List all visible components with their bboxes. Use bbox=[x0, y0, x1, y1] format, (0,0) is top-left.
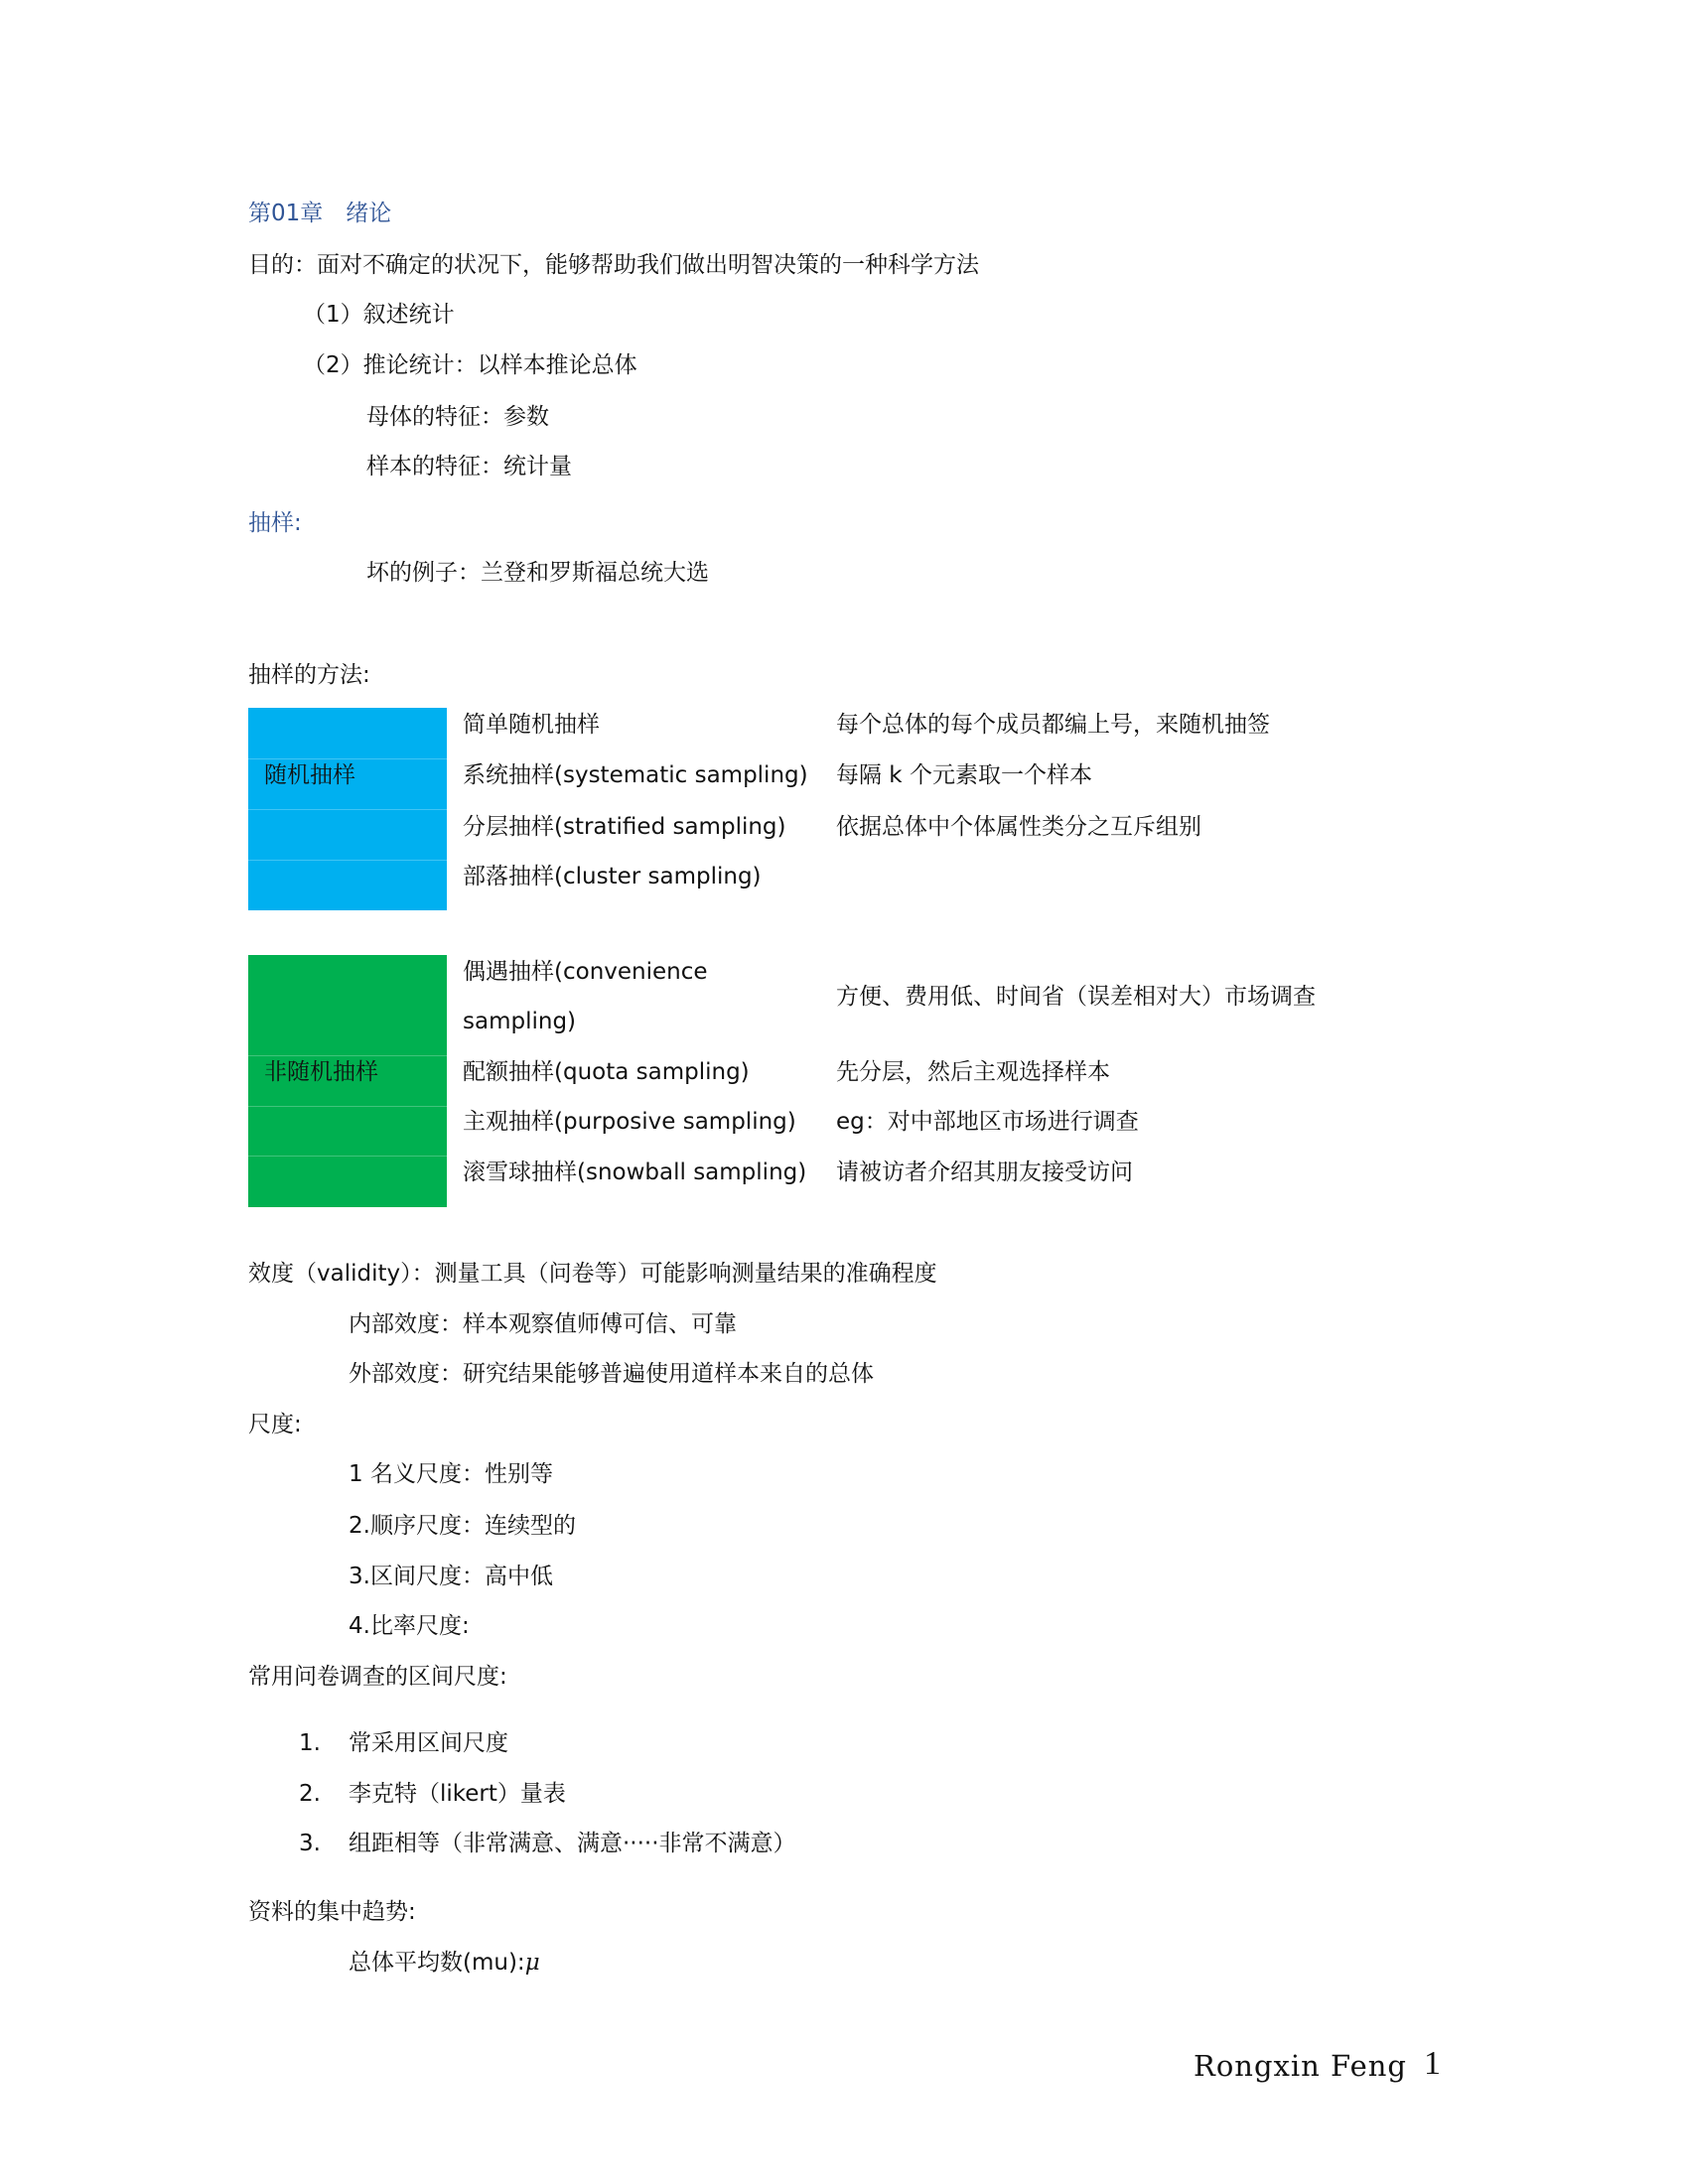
list-item: 常采用区间尺度 bbox=[349, 1730, 508, 1756]
footer-author: Rongxin Feng bbox=[1194, 2049, 1407, 2083]
table-row-method: 分层抽样(stratified sampling) bbox=[463, 814, 786, 840]
list-item-number: 1. bbox=[299, 1730, 321, 1756]
sample-feature-text: 样本的特征：统计量 bbox=[366, 454, 572, 479]
sampling-methods-heading: 抽样的方法: bbox=[248, 662, 370, 688]
population-mean-line bbox=[349, 1948, 540, 1978]
table-row-method: 部落抽样(cluster sampling) bbox=[463, 864, 762, 889]
table-row-description: 请被访者介绍其朋友接受访问 bbox=[836, 1160, 1133, 1185]
scale-item-ratio: 4.比率尺度: bbox=[349, 1613, 470, 1639]
table-row-method: 偶遇抽样(convenience bbox=[463, 959, 708, 985]
purpose-text: 目的：面对不确定的状况下，能够帮助我们做出明智决策的一种科学方法 bbox=[248, 252, 979, 278]
random-sampling-label: 随机抽样 bbox=[264, 762, 355, 788]
sampling-heading: 抽样: bbox=[248, 510, 302, 536]
list-item: 李克特（likert）量表 bbox=[349, 1781, 566, 1807]
bad-example-text: 坏的例子：兰登和罗斯福总统大选 bbox=[366, 560, 709, 586]
scale-item-nominal: 1 名义尺度：性别等 bbox=[349, 1461, 553, 1487]
internal-validity-text: 内部效度：样本观察值师傅可信、可靠 bbox=[349, 1311, 737, 1337]
table-row-method: 主观抽样(purposive sampling) bbox=[463, 1109, 796, 1135]
table-row-method: 简单随机抽样 bbox=[463, 712, 600, 738]
mu-symbol: μ bbox=[524, 1950, 540, 1976]
scale-item-interval: 3.区间尺度：高中低 bbox=[349, 1564, 553, 1589]
table-row-description: 每个总体的每个成员都编上号，来随机抽签 bbox=[836, 712, 1270, 738]
questionnaire-heading: 常用问卷调查的区间尺度: bbox=[248, 1664, 507, 1690]
population-mean-label: 总体平均数(mu): bbox=[349, 1950, 525, 1976]
table-row-method: 系统抽样(systematic sampling) bbox=[463, 762, 808, 788]
table-row-method-continued: sampling) bbox=[463, 1009, 577, 1034]
validity-definition: 效度（validity）：测量工具（问卷等）可能影响测量结果的准确程度 bbox=[248, 1261, 937, 1287]
list-item: 组距相等（非常满意、满意·····非常不满意） bbox=[349, 1831, 796, 1856]
table-row-method: 滚雪球抽样(snowball sampling) bbox=[463, 1160, 807, 1185]
row-separator bbox=[248, 758, 447, 759]
row-separator bbox=[248, 809, 447, 810]
row-separator bbox=[248, 1156, 447, 1157]
external-validity-text: 外部效度：研究结果能够普遍使用道样本来自的总体 bbox=[349, 1361, 874, 1387]
row-separator bbox=[248, 1055, 447, 1056]
table-row-description: eg：对中部地区市场进行调查 bbox=[836, 1109, 1139, 1135]
inferential-statistics-item: （2）推论统计：以样本推论总体 bbox=[303, 352, 637, 378]
list-item-number: 2. bbox=[299, 1781, 321, 1807]
scale-item-ordinal: 2.顺序尺度：连续型的 bbox=[349, 1513, 576, 1539]
table-row-description: 每隔 k 个元素取一个样本 bbox=[836, 762, 1092, 788]
table-row-description: 先分层，然后主观选择样本 bbox=[836, 1059, 1110, 1085]
chapter-title: 第01章 绪论 bbox=[248, 201, 392, 226]
central-tendency-heading: 资料的集中趋势: bbox=[248, 1899, 416, 1925]
random-sampling-color-block bbox=[248, 708, 447, 910]
population-feature-text: 母体的特征：参数 bbox=[366, 404, 549, 430]
scales-heading: 尺度: bbox=[248, 1412, 302, 1437]
table-row-method: 配额抽样(quota sampling) bbox=[463, 1059, 750, 1085]
page-number: 1 bbox=[1424, 2045, 1441, 2082]
list-item-number: 3. bbox=[299, 1831, 321, 1856]
row-separator bbox=[248, 1106, 447, 1107]
table-row-description: 方便、费用低、时间省（误差相对大）市场调查 bbox=[836, 984, 1316, 1010]
nonrandom-sampling-label: 非随机抽样 bbox=[264, 1059, 378, 1085]
descriptive-statistics-item: （1）叙述统计 bbox=[303, 302, 455, 328]
table-row-description: 依据总体中个体属性类分之互斥组别 bbox=[836, 814, 1201, 840]
row-separator bbox=[248, 860, 447, 861]
